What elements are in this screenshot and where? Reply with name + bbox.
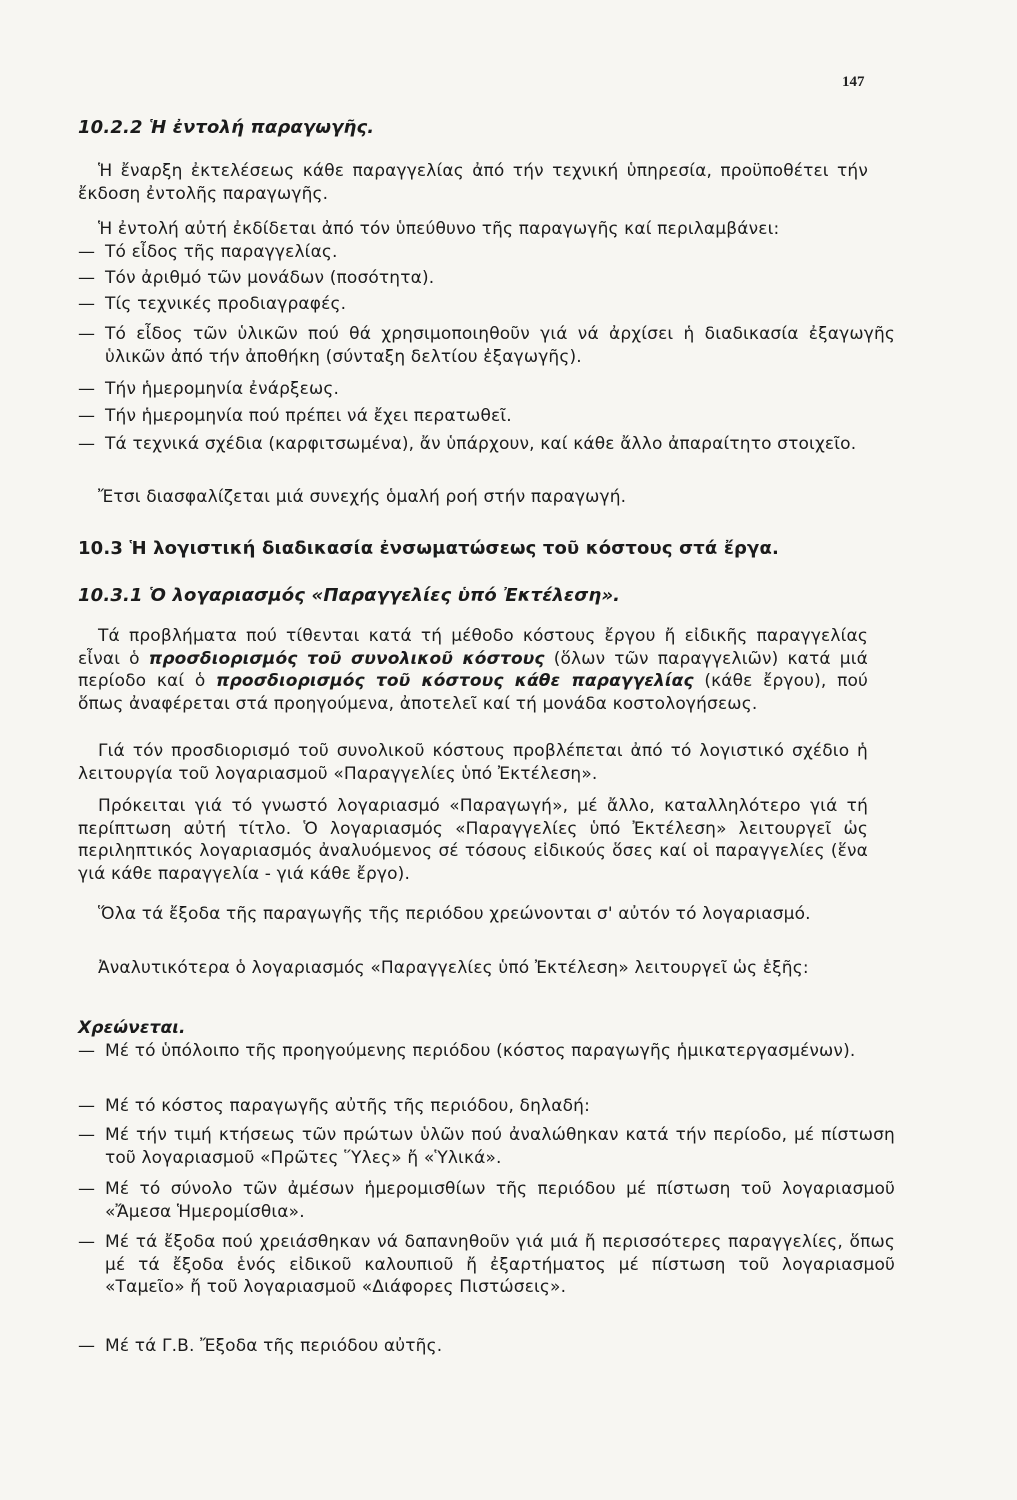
list-item: — Τά τεχνικά σχέδια (καρφιτσωμένα), ἄν ὑπάρχουν, καί κάθε ἄλλο ἀπαραίτητο στοιχεῖο. xyxy=(78,433,895,456)
list-item: — Τό εἶδος τῆς παραγγελίας. xyxy=(78,241,895,264)
list-item: — Μέ τά ἔξοδα πού χρειάσθηκαν νά δαπανηθοῦν γιά μιά ἤ περισσότερες παραγγελίες, ὅπως μέ τά ἔξοδα ἑνός εἰδικοῦ καλουπιοῦ ἤ ἐξαρτήματος μέ πίστωση τοῦ λογαριασμοῦ «Ταμεῖο» ἤ τοῦ λογαριασμοῦ «Διάφορες Πιστώσεις». xyxy=(78,1231,895,1299)
paragraph: Ἡ ἔναρξη ἐκτελέσεως κάθε παραγγελίας ἀπό τήν τεχνική ὑπηρεσία, προϋποθέτει τήν ἔκδοση ἐντολῆς παραγωγῆς. xyxy=(78,161,868,204)
list-item: — Τήν ἡμερομηνία πού πρέπει νά ἔχει περατωθεῖ. xyxy=(78,405,895,428)
list-item: — Μέ τό ὑπόλοιπο τῆς προηγούμενης περιόδου (κόστος παραγωγῆς ἡμικατεργασμένων). xyxy=(78,1040,895,1063)
section-number: 10.3.1 xyxy=(78,585,143,606)
section-title: Ὁ λογαριασμός «Παραγγελίες ὑπό Ἐκτέλεση». xyxy=(149,585,621,606)
paragraph: Ἀναλυτικότερα ὁ λογαριασμός «Παραγγελίες ὑπό Ἐκτέλεση» λειτουργεῖ ὡς ἑξῆς: xyxy=(98,958,809,978)
list-item: — Τόν ἀριθμό τῶν μονάδων (ποσότητα). xyxy=(78,267,895,290)
list-item: — Μέ τό σύνολο τῶν ἀμέσων ἡμερομισθίων τῆς περιόδου μέ πίστωση τοῦ λογαριασμοῦ «Ἄμεσα Ἡμερομίσθια». xyxy=(78,1178,895,1223)
section-number: 10.2.2 xyxy=(78,117,143,138)
text-run: Τά προβλήματα πού τίθενται κατά τή μέθοδο κόστους ἔργου ἤ εἰδικῆς παραγγελίας εἶναι ὁ xyxy=(78,626,868,669)
emphasis: προσδιορισμός τοῦ κόστους κάθε παραγγελίας xyxy=(216,671,694,691)
text-run: (κάθε ἔργου), πού ὅπως ἀναφέρεται στά προηγούμενα, ἀποτελεῖ καί τή μονάδα κοστολογήσεως. xyxy=(78,671,869,714)
paragraph: Ἡ ἐντολή αὐτή ἐκδίδεται ἀπό τόν ὑπεύθυνο τῆς παραγωγῆς καί περιλαμβάνει: xyxy=(98,219,780,239)
section-number: 10.3 xyxy=(78,538,124,559)
paragraph: Ἔτσι διασφαλίζεται μιά συνεχής ὁμαλή ροή στήν παραγωγή. xyxy=(98,487,627,507)
section-heading-10-2-2 xyxy=(78,117,868,140)
text-run: (ὅλων τῶν παραγγελιῶν) κατά μιά περίοδο καί ὁ xyxy=(78,648,868,691)
list-item: — Μέ τά Γ.Β. Ἔξοδα τῆς περιόδου αὐτῆς. xyxy=(78,1335,895,1358)
section-heading-10-3-1 xyxy=(78,585,868,608)
list-item: — Τίς τεχνικές προδιαγραφές. xyxy=(78,293,895,316)
debit-heading: Χρεώνεται. xyxy=(78,1018,186,1038)
emphasis: προσδιορισμός τοῦ συνολικοῦ κόστους xyxy=(148,648,545,669)
list-item: — Τό εἶδος τῶν ὑλικῶν πού θά χρησιμοποιηθοῦν γιά νά ἀρχίσει ἡ διαδικασία ἐξαγωγῆς ὑλικῶν ἀπό τήν ἀποθήκη (σύνταξη δελτίου ἐξαγωγῆς). xyxy=(78,323,895,368)
list-item: — Μέ τό κόστος παραγωγῆς αὐτῆς τῆς περιόδου, δηλαδή: xyxy=(78,1095,895,1118)
paragraph: Ὅλα τά ἔξοδα τῆς παραγωγῆς τῆς περιόδου χρεώνονται σ' αὐτόν τό λογαριασμό. xyxy=(98,904,811,924)
paragraph: Πρόκειται γιά τό γνωστό λογαριασμό «Παραγωγή», μέ ἄλλο, καταλληλότερο γιά τή περίπτωση αὐτή τίτλο. Ὁ λογαριασμός «Παραγγελίες ὑπό Ἐκτέλεση» λειτουργεῖ ὡς περιληπτικός λογαριασμός ἀναλυόμενος σέ τόσους εἰδικούς ὅσες καί οἱ παραγγελίες (ἕνα γιά κάθε παραγγελία - γιά κάθε ἔργο). xyxy=(78,796,868,884)
list-item: — Μέ τήν τιμή κτήσεως τῶν πρώτων ὑλῶν πού ἀναλώθηκαν κατά τήν περίοδο, μέ πίστωση τοῦ λογαριασμοῦ «Πρῶτες Ὕλες» ἤ «Ὑλικά». xyxy=(78,1124,895,1169)
section-heading-10-3 xyxy=(78,538,868,561)
paragraph: Γιά τόν προσδιορισμό τοῦ συνολικοῦ κόστους προβλέπεται ἀπό τό λογιστικό σχέδιο ἡ λειτουργία τοῦ λογαριασμοῦ «Παραγγελίες ὑπό Ἐκτέλεση». xyxy=(78,741,868,784)
list-item: — Τήν ἡμερομηνία ἐνάρξεως. xyxy=(78,378,895,401)
page-number: 147 xyxy=(842,74,865,90)
paragraph xyxy=(78,625,868,715)
section-title: Ἡ ἐντολή παραγωγῆς. xyxy=(149,117,375,138)
section-title: Ἡ λογιστική διαδικασία ἐνσωματώσεως τοῦ κόστους στά ἔργα. xyxy=(129,538,779,559)
